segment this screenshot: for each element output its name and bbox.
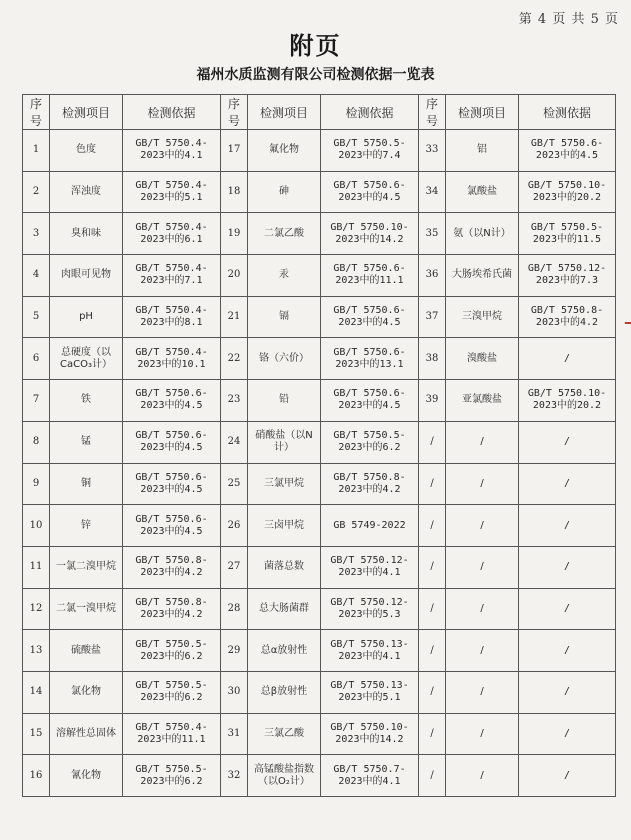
- column-header: 检测依据: [123, 95, 221, 130]
- test-basis-cell: GB/T 5750.6-2023中的11.1: [321, 255, 419, 297]
- serial-number-cell: 13: [23, 630, 50, 672]
- test-basis-cell: /: [519, 713, 616, 755]
- detection-basis-table: [22, 94, 616, 797]
- serial-number-cell: /: [419, 713, 446, 755]
- test-basis-cell: GB/T 5750.6-2023中的4.5: [123, 463, 221, 505]
- test-basis-cell: GB/T 5750.6-2023中的4.5: [123, 380, 221, 422]
- test-item-cell: 臭和味: [50, 213, 123, 255]
- serial-number-cell: 29: [221, 630, 248, 672]
- serial-number-cell: 27: [221, 546, 248, 588]
- test-item-cell: /: [446, 713, 519, 755]
- test-item-cell: 汞: [248, 255, 321, 297]
- test-basis-cell: GB/T 5750.6-2023中的4.5: [519, 130, 616, 172]
- table-row: [23, 463, 616, 505]
- test-item-cell: /: [446, 421, 519, 463]
- test-basis-cell: GB/T 5750.5-2023中的6.2: [321, 421, 419, 463]
- serial-number-cell: 34: [419, 171, 446, 213]
- serial-number-cell: 18: [221, 171, 248, 213]
- test-basis-cell: GB/T 5750.6-2023中的13.1: [321, 338, 419, 380]
- test-item-cell: 氯酸盐: [446, 171, 519, 213]
- serial-number-cell: 15: [23, 713, 50, 755]
- serial-number-cell: /: [419, 755, 446, 797]
- serial-number-cell: 22: [221, 338, 248, 380]
- serial-number-cell: 26: [221, 505, 248, 547]
- test-item-cell: 氟化物: [248, 130, 321, 172]
- serial-number-cell: 3: [23, 213, 50, 255]
- test-basis-cell: /: [519, 671, 616, 713]
- table-row: [23, 588, 616, 630]
- test-basis-cell: GB/T 5750.8-2023中的4.2: [123, 588, 221, 630]
- test-item-cell: 一氯二溴甲烷: [50, 546, 123, 588]
- test-item-cell: 总β放射性: [248, 671, 321, 713]
- column-header: 序号: [419, 95, 446, 130]
- table-row: [23, 671, 616, 713]
- table-row: [23, 171, 616, 213]
- table-row: [23, 296, 616, 338]
- column-header: 序号: [23, 95, 50, 130]
- table-row: [23, 755, 616, 797]
- table-row: [23, 338, 616, 380]
- serial-number-cell: 16: [23, 755, 50, 797]
- table-header-row: [23, 95, 616, 130]
- test-item-cell: 氰化物: [50, 755, 123, 797]
- serial-number-cell: 8: [23, 421, 50, 463]
- test-basis-cell: GB/T 5750.8-2023中的4.2: [123, 546, 221, 588]
- test-item-cell: 总大肠菌群: [248, 588, 321, 630]
- test-basis-cell: GB/T 5750.6-2023中的4.5: [321, 171, 419, 213]
- test-item-cell: 铅: [248, 380, 321, 422]
- test-item-cell: 溶解性总固体: [50, 713, 123, 755]
- serial-number-cell: 31: [221, 713, 248, 755]
- test-basis-cell: GB/T 5750.10-2023中的14.2: [321, 213, 419, 255]
- table-row: [23, 421, 616, 463]
- test-item-cell: 氨（以N计）: [446, 213, 519, 255]
- test-basis-cell: /: [519, 421, 616, 463]
- column-header: 检测依据: [519, 95, 616, 130]
- test-item-cell: pH: [50, 296, 123, 338]
- table-body: [23, 130, 616, 797]
- serial-number-cell: 11: [23, 546, 50, 588]
- test-item-cell: 镉: [248, 296, 321, 338]
- serial-number-cell: 33: [419, 130, 446, 172]
- table-row: [23, 505, 616, 547]
- test-basis-cell: GB/T 5750.10-2023中的14.2: [321, 713, 419, 755]
- test-item-cell: /: [446, 630, 519, 672]
- test-basis-cell: GB/T 5750.10-2023中的20.2: [519, 171, 616, 213]
- table-caption: 福州水质监测有限公司检测依据一览表: [196, 67, 435, 83]
- test-basis-cell: GB/T 5750.12-2023中的7.3: [519, 255, 616, 297]
- serial-number-cell: 14: [23, 671, 50, 713]
- test-item-cell: 浑浊度: [50, 171, 123, 213]
- table-row: [23, 255, 616, 297]
- test-item-cell: 锰: [50, 421, 123, 463]
- serial-number-cell: 35: [419, 213, 446, 255]
- test-basis-cell: GB/T 5750.4-2023中的6.1: [123, 213, 221, 255]
- test-basis-cell: GB/T 5750.5-2023中的11.5: [519, 213, 616, 255]
- test-item-cell: 总硬度（以CaCO₃计）: [50, 338, 123, 380]
- test-item-cell: /: [446, 671, 519, 713]
- page-title: 附页: [289, 31, 342, 60]
- test-item-cell: 肉眼可见物: [50, 255, 123, 297]
- test-basis-cell: /: [519, 463, 616, 505]
- test-item-cell: 三氯乙酸: [248, 713, 321, 755]
- test-item-cell: 铁: [50, 380, 123, 422]
- test-basis-cell: GB/T 5750.4-2023中的8.1: [123, 296, 221, 338]
- test-item-cell: 亚氯酸盐: [446, 380, 519, 422]
- serial-number-cell: 19: [221, 213, 248, 255]
- test-item-cell: 二氯一溴甲烷: [50, 588, 123, 630]
- test-basis-cell: GB/T 5750.8-2023中的4.2: [519, 296, 616, 338]
- column-header: 检测依据: [321, 95, 419, 130]
- page-number: 第 4 页 共 5 页: [518, 12, 619, 27]
- test-basis-cell: GB/T 5750.7-2023中的4.1: [321, 755, 419, 797]
- test-item-cell: 大肠埃希氏菌: [446, 255, 519, 297]
- test-basis-cell: GB/T 5750.6-2023中的4.5: [123, 421, 221, 463]
- serial-number-cell: 32: [221, 755, 248, 797]
- test-basis-cell: GB/T 5750.4-2023中的10.1: [123, 338, 221, 380]
- serial-number-cell: 20: [221, 255, 248, 297]
- serial-number-cell: 10: [23, 505, 50, 547]
- serial-number-cell: /: [419, 588, 446, 630]
- serial-number-cell: 4: [23, 255, 50, 297]
- test-item-cell: 铝: [446, 130, 519, 172]
- serial-number-cell: /: [419, 463, 446, 505]
- test-item-cell: 总α放射性: [248, 630, 321, 672]
- test-item-cell: 铜: [50, 463, 123, 505]
- test-basis-cell: /: [519, 588, 616, 630]
- test-item-cell: 铬（六价）: [248, 338, 321, 380]
- test-basis-cell: GB/T 5750.4-2023中的4.1: [123, 130, 221, 172]
- test-basis-cell: GB/T 5750.5-2023中的6.2: [123, 671, 221, 713]
- test-item-cell: 二氯乙酸: [248, 213, 321, 255]
- test-basis-cell: /: [519, 505, 616, 547]
- test-basis-cell: GB/T 5750.13-2023中的4.1: [321, 630, 419, 672]
- table-row: [23, 546, 616, 588]
- serial-number-cell: 2: [23, 171, 50, 213]
- test-basis-cell: GB/T 5750.6-2023中的4.5: [321, 296, 419, 338]
- table-row: [23, 130, 616, 172]
- test-item-cell: 砷: [248, 171, 321, 213]
- serial-number-cell: 7: [23, 380, 50, 422]
- edge-mark: [625, 322, 631, 324]
- serial-number-cell: 24: [221, 421, 248, 463]
- serial-number-cell: 38: [419, 338, 446, 380]
- test-item-cell: /: [446, 588, 519, 630]
- test-basis-cell: GB/T 5750.10-2023中的20.2: [519, 380, 616, 422]
- serial-number-cell: /: [419, 421, 446, 463]
- test-basis-cell: /: [519, 755, 616, 797]
- test-basis-cell: GB/T 5750.4-2023中的7.1: [123, 255, 221, 297]
- table-row: [23, 713, 616, 755]
- serial-number-cell: /: [419, 671, 446, 713]
- test-basis-cell: GB/T 5750.8-2023中的4.2: [321, 463, 419, 505]
- serial-number-cell: 9: [23, 463, 50, 505]
- test-basis-cell: GB/T 5750.12-2023中的4.1: [321, 546, 419, 588]
- test-item-cell: 硫酸盐: [50, 630, 123, 672]
- test-basis-cell: GB/T 5750.5-2023中的6.2: [123, 755, 221, 797]
- test-basis-cell: GB/T 5750.12-2023中的5.3: [321, 588, 419, 630]
- test-item-cell: /: [446, 546, 519, 588]
- serial-number-cell: 12: [23, 588, 50, 630]
- serial-number-cell: 25: [221, 463, 248, 505]
- serial-number-cell: 21: [221, 296, 248, 338]
- test-basis-cell: GB/T 5750.13-2023中的5.1: [321, 671, 419, 713]
- test-item-cell: 三氯甲烷: [248, 463, 321, 505]
- column-header: 检测项目: [248, 95, 321, 130]
- test-item-cell: /: [446, 755, 519, 797]
- test-item-cell: 高锰酸盐指数（以O₂计）: [248, 755, 321, 797]
- test-basis-cell: /: [519, 630, 616, 672]
- test-basis-cell: GB/T 5750.6-2023中的4.5: [321, 380, 419, 422]
- serial-number-cell: /: [419, 505, 446, 547]
- test-item-cell: 硝酸盐（以N计）: [248, 421, 321, 463]
- table-row: [23, 630, 616, 672]
- column-header: 序号: [221, 95, 248, 130]
- serial-number-cell: 23: [221, 380, 248, 422]
- test-item-cell: 溴酸盐: [446, 338, 519, 380]
- test-item-cell: 三溴甲烷: [446, 296, 519, 338]
- test-item-cell: 锌: [50, 505, 123, 547]
- serial-number-cell: 30: [221, 671, 248, 713]
- test-item-cell: 三卤甲烷: [248, 505, 321, 547]
- test-item-cell: 氯化物: [50, 671, 123, 713]
- serial-number-cell: 6: [23, 338, 50, 380]
- serial-number-cell: 1: [23, 130, 50, 172]
- test-basis-cell: GB/T 5750.6-2023中的4.5: [123, 505, 221, 547]
- column-header: 检测项目: [446, 95, 519, 130]
- serial-number-cell: /: [419, 630, 446, 672]
- serial-number-cell: 5: [23, 296, 50, 338]
- serial-number-cell: 36: [419, 255, 446, 297]
- test-basis-cell: /: [519, 546, 616, 588]
- test-basis-cell: GB/T 5750.4-2023中的11.1: [123, 713, 221, 755]
- test-item-cell: /: [446, 505, 519, 547]
- serial-number-cell: 28: [221, 588, 248, 630]
- test-basis-cell: GB/T 5750.5-2023中的7.4: [321, 130, 419, 172]
- table-row: [23, 380, 616, 422]
- serial-number-cell: 17: [221, 130, 248, 172]
- serial-number-cell: 39: [419, 380, 446, 422]
- test-basis-cell: GB/T 5750.5-2023中的6.2: [123, 630, 221, 672]
- test-basis-cell: GB/T 5750.4-2023中的5.1: [123, 171, 221, 213]
- test-item-cell: 色度: [50, 130, 123, 172]
- column-header: 检测项目: [50, 95, 123, 130]
- table-row: [23, 213, 616, 255]
- test-basis-cell: GB 5749-2022: [321, 505, 419, 547]
- serial-number-cell: /: [419, 546, 446, 588]
- serial-number-cell: 37: [419, 296, 446, 338]
- test-basis-cell: /: [519, 338, 616, 380]
- test-item-cell: 菌落总数: [248, 546, 321, 588]
- test-item-cell: /: [446, 463, 519, 505]
